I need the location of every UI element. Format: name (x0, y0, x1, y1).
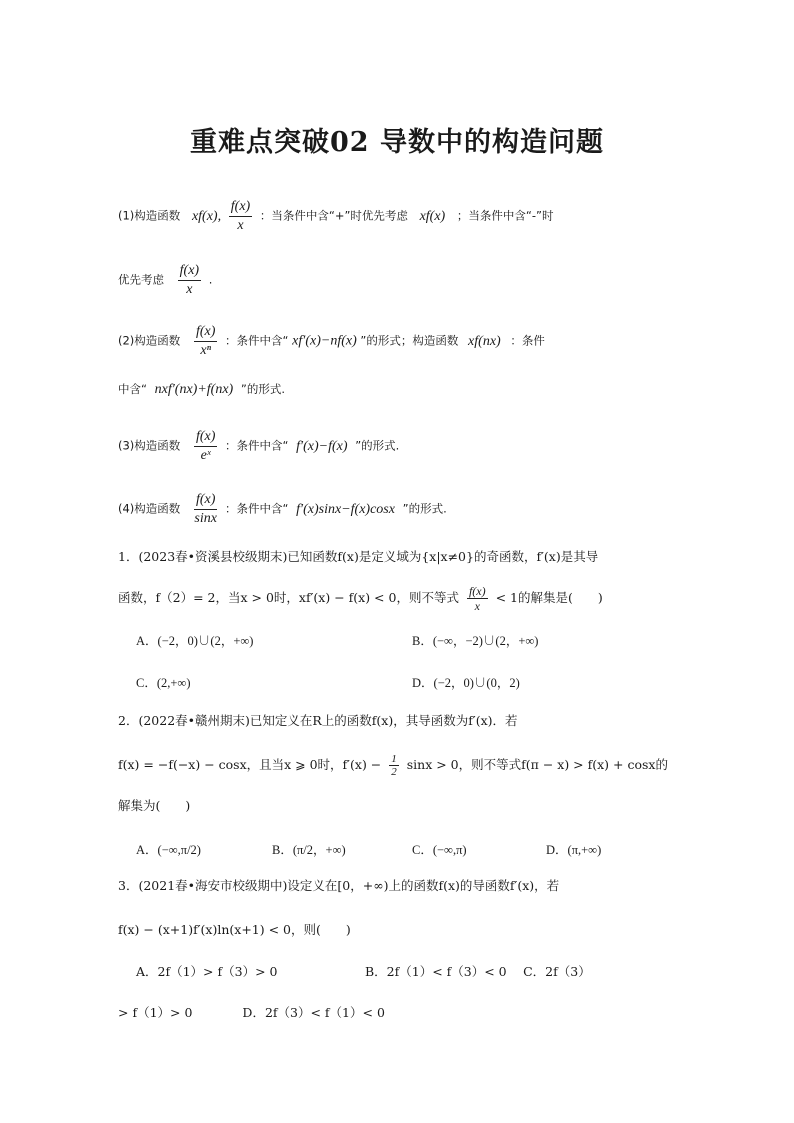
question-1-line-2 (118, 584, 603, 613)
method-1-fraction (229, 198, 252, 235)
method-4-prefix: (4)构造函数 (118, 501, 181, 516)
method-1-expr-1: xf(x), (191, 208, 222, 224)
method-2-mid-2: ”的形式；构造函数 (360, 333, 459, 348)
fraction-denominator: 2 (391, 766, 397, 778)
method-4-tail: ”的形式. (402, 501, 447, 516)
method-4-fraction (194, 491, 217, 528)
fraction-numerator: f(x) (194, 491, 217, 510)
question-1-line2-b: < 1的解集是( ) (495, 590, 603, 605)
fraction-numerator: f(x) (468, 584, 486, 598)
question-2-option-b[interactable]: B．(π/2，+∞) (272, 843, 346, 857)
question-2-line2-b: sinx > 0，则不等式f(π − x) > f(x) + cosx的 (406, 757, 668, 772)
method-3-expr: f′(x)−f(x) (296, 438, 348, 454)
method-3-line (118, 428, 399, 465)
method-3-mid: ：条件中含“ (225, 438, 289, 453)
question-2-line-2 (118, 753, 668, 778)
fraction-numerator: f(x) (178, 262, 201, 281)
fraction-denominator: x (474, 599, 480, 613)
question-1-option-b[interactable]: B．(−∞，−2)∪(2，+∞) (412, 634, 539, 648)
fraction-denominator: x (237, 218, 244, 233)
question-3-line-4: > f（1）> 0 D．2f（3）< f（1）< 0 (118, 1005, 385, 1020)
method-2-tail: ：条件 (510, 333, 545, 348)
method-2-expr-2: xf(nx) (468, 333, 501, 349)
method-2-mid: ：条件中含“ (225, 333, 289, 348)
question-2-fraction (389, 753, 399, 778)
fraction-denominator: eˣ (200, 448, 211, 463)
fraction-denominator: xⁿ (200, 343, 211, 358)
method-2-line-1 (118, 323, 545, 360)
method-1-tail: ；当条件中含“-”时 (456, 208, 554, 223)
method-2-expr-1: xf′(x)−nf(x) (292, 333, 357, 349)
method-2-fraction (194, 323, 217, 360)
question-2-line-3: 解集为( ) (118, 798, 191, 813)
method-1-line-1 (118, 198, 553, 235)
method-2-line2-expr: nxf′(nx)+f(nx) (154, 382, 234, 397)
fraction-denominator: sinx (194, 511, 217, 526)
question-1-option-a[interactable]: A．(−2，0)∪(2，+∞) (136, 634, 254, 648)
method-1-prefix: (1)构造函数 (118, 208, 181, 223)
question-2-option-c[interactable]: C．(−∞,π) (412, 843, 467, 857)
method-2-line-2 (118, 381, 285, 398)
fraction-numerator: f(x) (229, 198, 252, 217)
method-1-line2-fraction (178, 262, 201, 299)
method-1-line2-tail: . (208, 272, 213, 287)
question-3-line-1: 3．(2021春•海安市校级期中)设定义在[0，+∞)上的函数f(x)的导函数f′(x)，若 (118, 878, 560, 893)
method-2-line2-prefix: 中含“ (118, 382, 147, 396)
method-4-expr: f′(x)sinx−f(x)cosx (296, 501, 395, 517)
question-1-option-d[interactable]: D．(−2，0)∪(0，2) (412, 676, 520, 690)
question-3-line-3: A．2f（1）> f（3）> 0 B．2f（1）< f（3）< 0 C．2f（3） (136, 964, 591, 979)
method-1-mid: ：当条件中含“+”时优先考虑 (259, 208, 408, 223)
question-2-option-d[interactable]: D．(π,+∞) (546, 843, 602, 857)
question-2-line2-a: f(x) = −f(−x) − cosx，且当x ⩾ 0时，f′(x) − (118, 757, 382, 772)
method-3-prefix: (3)构造函数 (118, 438, 181, 453)
method-3-tail: ”的形式. (355, 438, 400, 453)
fraction-numerator: f(x) (194, 428, 217, 447)
question-1-fraction (467, 584, 488, 613)
method-1-expr-2: xf(x) (419, 208, 446, 224)
method-2-line2-tail: ”的形式. (240, 382, 285, 396)
page-title: 重难点突破02 导数中的构造问题 (190, 127, 604, 158)
fraction-numerator: 1 (391, 753, 397, 765)
question-1-option-c[interactable]: C．(2,+∞) (136, 676, 191, 690)
method-1-line-2 (118, 262, 212, 299)
method-2-prefix: (2)构造函数 (118, 333, 181, 348)
fraction-numerator: f(x) (194, 323, 217, 342)
question-3-line-2: f(x) − (x+1)f′(x)ln(x+1) < 0，则( ) (118, 922, 351, 937)
question-1-line-1: 1．(2023春•资溪县校级期末)已知函数f(x)是定义域为{x|x≠0}的奇函数，f′(x)是其导 (118, 549, 599, 564)
question-2-option-a[interactable]: A．(−∞,π/2) (136, 843, 201, 857)
method-1-line2-prefix: 优先考虑 (118, 272, 164, 287)
method-4-mid: ：条件中含“ (225, 501, 289, 516)
question-2-line-1: 2．(2022春•赣州期末)已知定义在R上的函数f(x)，其导函数为f′(x)．若 (118, 713, 518, 728)
fraction-denominator: x (186, 282, 193, 297)
method-3-fraction (194, 428, 217, 465)
method-4-line (118, 491, 447, 528)
question-1-line2-a: 函数，f（2）= 2，当x > 0时，xf′(x) − f(x) < 0，则不等式 (118, 590, 459, 605)
